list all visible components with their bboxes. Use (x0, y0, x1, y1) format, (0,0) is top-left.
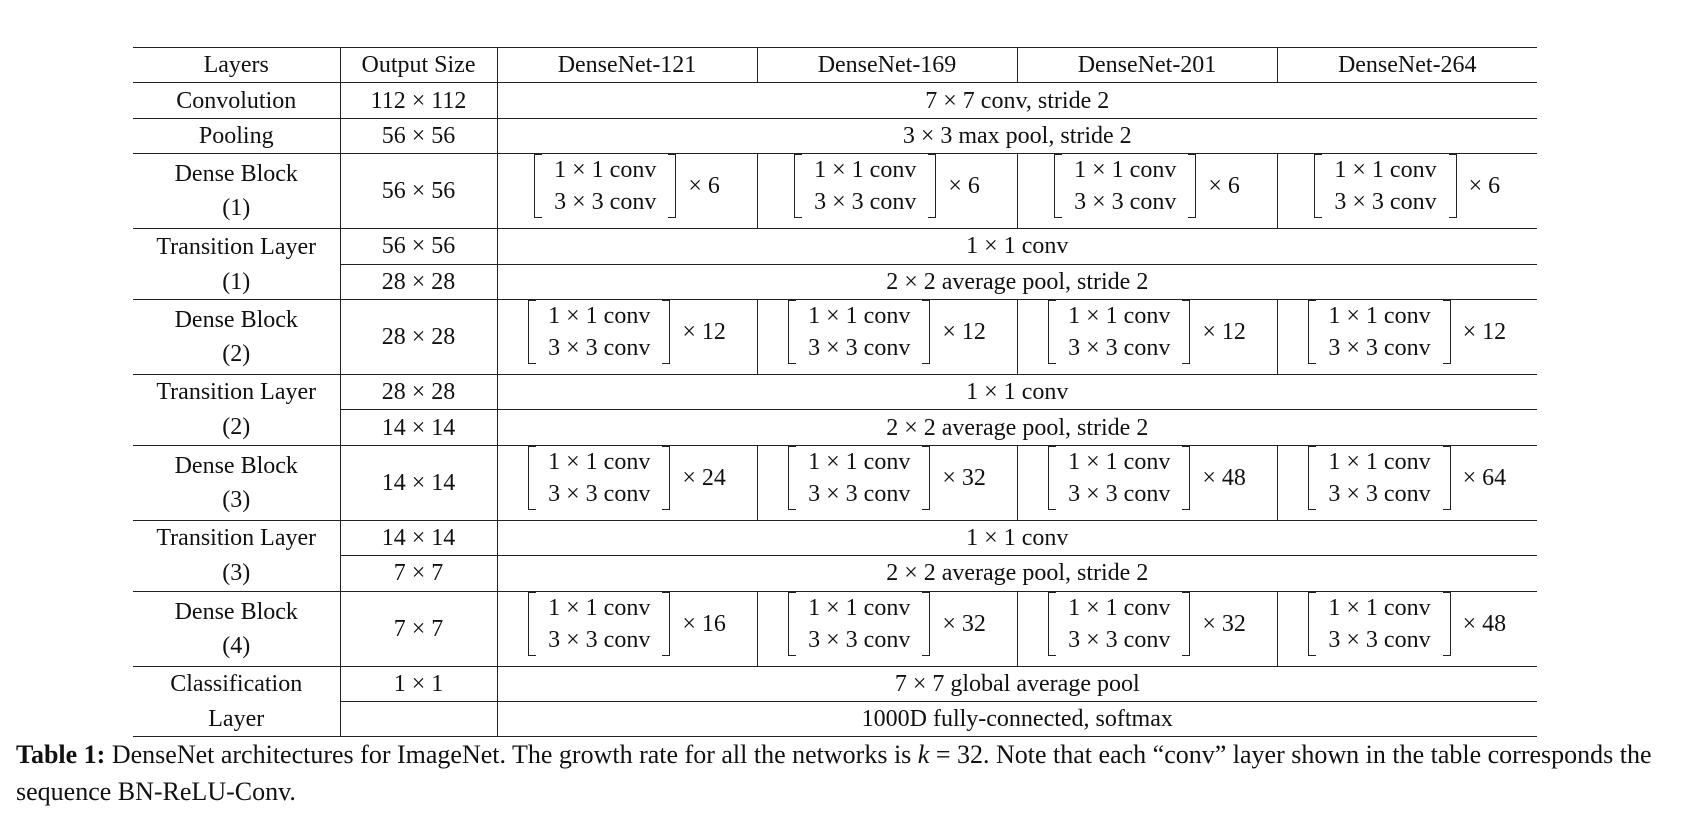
table-row (133, 154, 1537, 229)
left-bracket (1308, 592, 1316, 656)
output-size (340, 701, 497, 736)
table-row (133, 701, 1537, 736)
block-multiplier: × 32 (942, 610, 986, 637)
header-output-size: Output Size (340, 48, 497, 83)
output-size: 56 × 56 (340, 154, 497, 229)
layer-name-line2: (1) (222, 195, 251, 222)
left-bracket (528, 592, 536, 656)
shared-operation: 7 × 7 global average pool (497, 666, 1537, 701)
table-row (133, 520, 1537, 555)
layer-name (133, 591, 340, 666)
header-layers: Layers (133, 48, 340, 83)
block-line2: 3 × 3 conv (1068, 480, 1171, 507)
output-size: 7 × 7 (340, 556, 497, 591)
block-line1: 1 × 1 conv (1328, 594, 1431, 621)
block-line1: 1 × 1 conv (1068, 594, 1171, 621)
table-row (133, 445, 1537, 520)
right-bracket (662, 300, 670, 364)
right-bracket (1443, 300, 1451, 364)
right-bracket (1443, 592, 1451, 656)
right-bracket (668, 154, 676, 218)
left-bracket (1054, 154, 1062, 218)
dense-block-cell (1017, 445, 1277, 520)
right-bracket (1449, 154, 1457, 218)
layer-name-line1: Transition Layer (133, 520, 340, 555)
layer-name-line1: Dense Block (174, 306, 298, 333)
shared-operation: 7 × 7 conv, stride 2 (497, 83, 1537, 118)
block-line1: 1 × 1 conv (808, 594, 911, 621)
layer-name-line1: Classification (133, 666, 340, 701)
output-size: 14 × 14 (340, 445, 497, 520)
table-caption (16, 736, 1676, 810)
block-line2: 3 × 3 conv (1068, 626, 1171, 653)
block-multiplier: × 6 (1468, 173, 1501, 200)
dense-block-cell (1277, 154, 1537, 229)
block-line2: 3 × 3 conv (1068, 334, 1171, 361)
dense-block-cell (497, 154, 757, 229)
left-bracket (788, 300, 796, 364)
layer-name (133, 299, 340, 374)
block-multiplier: × 16 (682, 610, 726, 637)
block-line2: 3 × 3 conv (808, 334, 911, 361)
shared-operation: 2 × 2 average pool, stride 2 (497, 264, 1537, 299)
layer-name (133, 154, 340, 229)
block-multiplier: × 6 (688, 173, 720, 200)
table-row (133, 118, 1537, 153)
densenet-architecture-table (133, 47, 1537, 737)
block-multiplier: × 6 (948, 173, 980, 200)
output-size: 56 × 56 (340, 118, 497, 153)
left-bracket (788, 446, 796, 510)
dense-block-cell (757, 445, 1017, 520)
shared-operation: 3 × 3 max pool, stride 2 (497, 118, 1537, 153)
block-line2: 3 × 3 conv (1328, 480, 1431, 507)
shared-operation: 1 × 1 conv (497, 229, 1537, 264)
right-bracket (662, 592, 670, 656)
layer-name-line2: (1) (133, 264, 340, 299)
block-line1: 1 × 1 conv (554, 157, 657, 184)
header-densenet-264: DenseNet-264 (1277, 48, 1537, 83)
block-line1: 1 × 1 conv (548, 302, 651, 329)
block-line1: 1 × 1 conv (814, 157, 917, 184)
block-multiplier: × 32 (1202, 610, 1246, 637)
left-bracket (788, 592, 796, 656)
block-multiplier: × 32 (942, 464, 986, 491)
block-line2: 3 × 3 conv (548, 626, 651, 653)
caption-label: Table 1: (16, 740, 106, 769)
table-row (133, 410, 1537, 445)
layer-name-line1: Dense Block (174, 161, 298, 188)
layer-name-line2: (3) (133, 556, 340, 591)
left-bracket (1308, 446, 1316, 510)
shared-operation: 2 × 2 average pool, stride 2 (497, 410, 1537, 445)
header-densenet-121: DenseNet-121 (497, 48, 757, 83)
right-bracket (1443, 446, 1451, 510)
layer-name-line2: (4) (222, 632, 251, 659)
shared-operation: 1000D fully-connected, softmax (497, 701, 1537, 736)
block-line2: 3 × 3 conv (548, 334, 651, 361)
layer-name-line1: Dense Block (174, 452, 298, 479)
caption-text-part1: DenseNet architectures for ImageNet. The growth rate for all the networks is (105, 740, 918, 769)
dense-block-cell (757, 591, 1017, 666)
layer-name: Pooling (133, 118, 340, 153)
block-line1: 1 × 1 conv (1328, 448, 1431, 475)
block-multiplier: × 48 (1202, 464, 1246, 491)
block-line2: 3 × 3 conv (1334, 189, 1437, 216)
right-bracket (1182, 446, 1190, 510)
block-line1: 1 × 1 conv (808, 448, 911, 475)
layer-name-line2: (3) (222, 486, 251, 513)
left-bracket (528, 446, 536, 510)
dense-block-cell (497, 591, 757, 666)
table-row (133, 374, 1537, 409)
layer-name-line1: Dense Block (174, 598, 298, 625)
block-line2: 3 × 3 conv (554, 189, 657, 216)
right-bracket (1182, 592, 1190, 656)
block-line2: 3 × 3 conv (1328, 626, 1431, 653)
left-bracket (528, 300, 536, 364)
right-bracket (922, 592, 930, 656)
output-size: 28 × 28 (340, 299, 497, 374)
block-multiplier: × 48 (1462, 610, 1507, 637)
layer-name-line1: Transition Layer (133, 229, 340, 264)
left-bracket (1048, 592, 1056, 656)
table-row (133, 666, 1537, 701)
block-multiplier: × 24 (682, 464, 726, 491)
dense-block-cell (497, 299, 757, 374)
table-row (133, 556, 1537, 591)
caption-math-variable: k (917, 740, 930, 769)
right-bracket (1188, 154, 1196, 218)
block-line1: 1 × 1 conv (808, 302, 911, 329)
block-line1: 1 × 1 conv (1068, 448, 1171, 475)
table-row (133, 264, 1537, 299)
block-line1: 1 × 1 conv (1074, 157, 1177, 184)
dense-block-cell (1277, 299, 1537, 374)
layer-name-line2: (2) (222, 340, 251, 367)
block-multiplier: × 12 (1202, 318, 1246, 345)
left-bracket (1048, 300, 1056, 364)
left-bracket (1048, 446, 1056, 510)
block-line1: 1 × 1 conv (548, 594, 651, 621)
right-bracket (922, 300, 930, 364)
dense-block-cell (757, 299, 1017, 374)
dense-block-cell (1017, 299, 1277, 374)
block-line2: 3 × 3 conv (548, 480, 651, 507)
header-densenet-169: DenseNet-169 (757, 48, 1017, 83)
output-size: 112 × 112 (340, 83, 497, 118)
shared-operation: 1 × 1 conv (497, 374, 1537, 409)
table-row (133, 299, 1537, 374)
layer-name: Convolution (133, 83, 340, 118)
right-bracket (1182, 300, 1190, 364)
block-line2: 3 × 3 conv (1328, 334, 1431, 361)
right-bracket (922, 446, 930, 510)
left-bracket (1308, 300, 1316, 364)
output-size: 14 × 14 (340, 520, 497, 555)
dense-block-cell (1277, 445, 1537, 520)
layer-name (133, 445, 340, 520)
left-bracket (534, 154, 542, 218)
right-bracket (662, 446, 670, 510)
block-line2: 3 × 3 conv (814, 189, 917, 216)
header-densenet-201: DenseNet-201 (1017, 48, 1277, 83)
dense-block-cell (757, 154, 1017, 229)
block-multiplier: × 6 (1208, 173, 1240, 200)
table-header-row (133, 48, 1537, 83)
table-row (133, 229, 1537, 264)
block-line2: 3 × 3 conv (1074, 189, 1177, 216)
block-multiplier: × 12 (682, 318, 726, 345)
output-size: 28 × 28 (340, 264, 497, 299)
dense-block-cell (497, 445, 757, 520)
output-size: 1 × 1 (340, 666, 497, 701)
caption-math-equals: = 32 (929, 740, 983, 769)
output-size: 7 × 7 (340, 591, 497, 666)
right-bracket (928, 154, 936, 218)
block-line1: 1 × 1 conv (1328, 302, 1431, 329)
shared-operation: 2 × 2 average pool, stride 2 (497, 556, 1537, 591)
shared-operation: 1 × 1 conv (497, 520, 1537, 555)
block-line2: 3 × 3 conv (808, 626, 911, 653)
output-size: 56 × 56 (340, 229, 497, 264)
block-multiplier: × 12 (942, 318, 986, 345)
left-bracket (794, 154, 802, 218)
block-multiplier: × 12 (1462, 318, 1507, 345)
layer-name-line2: (2) (133, 410, 340, 445)
block-line1: 1 × 1 conv (1068, 302, 1171, 329)
caption-text-part2: . Note that each “conv” layer shown in the table corresponds the sequence BN-ReLU-Conv. (16, 740, 1652, 806)
block-line1: 1 × 1 conv (1334, 157, 1437, 184)
dense-block-cell (1017, 591, 1277, 666)
block-line1: 1 × 1 conv (548, 448, 651, 475)
dense-block-cell (1277, 591, 1537, 666)
table-row (133, 83, 1537, 118)
table-row (133, 591, 1537, 666)
left-bracket (1314, 154, 1322, 218)
output-size: 28 × 28 (340, 374, 497, 409)
layer-name-line2: Layer (133, 701, 340, 736)
dense-block-cell (1017, 154, 1277, 229)
block-multiplier: × 64 (1462, 464, 1507, 491)
block-line2: 3 × 3 conv (808, 480, 911, 507)
layer-name-line1: Transition Layer (133, 374, 340, 409)
output-size: 14 × 14 (340, 410, 497, 445)
